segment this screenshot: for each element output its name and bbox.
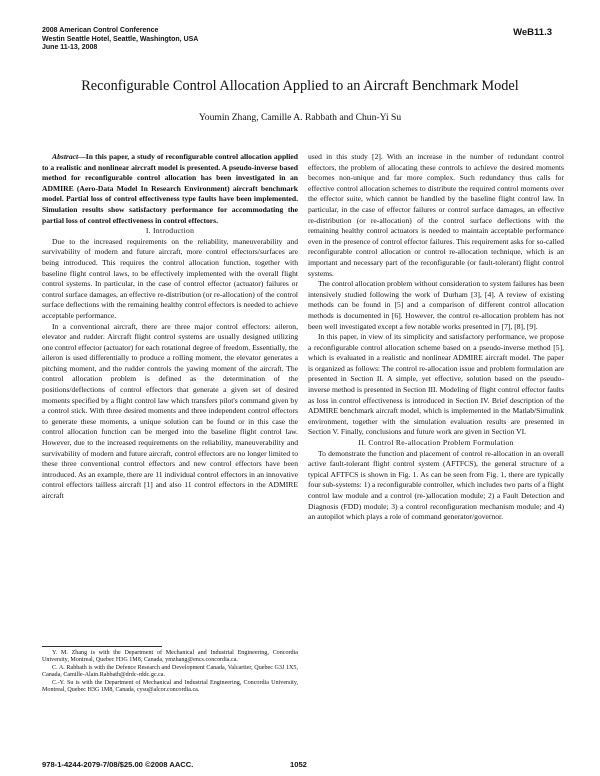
abstract [42,152,298,226]
conference-info [42,27,198,53]
conference-line: Westin Seattle Hotel, Seattle, Washington, USA [42,35,199,43]
paragraph: To demonstrate the function and placement of control re-allocation in an overall active fault-tolerant flight control system (AFTFCS), the general structure of a typical AFTFCS is shown in Fig. 1. As can be seen from Fig. 1, there are typically four sub-systems: 1) a reconfigurable controller, which includes two parts of a flight control law module and a control (re-)allocation module; 2) a Fault Detection and Diagnosis (FDD) module; 3) a control reconfiguration mechanism module; and 4) an autopilot which plays a role of command generator/governor. [308,448,564,522]
footnotes [42,650,298,694]
paragraph: In this paper, in view of its simplicity and satisfactory performance, we propose a reconfigurable control allocation scheme based on a pseudo-inverse method [5], which is evaluated in a realistic and nonlinear ADMIRE aircraft model. The paper is organized as follows: The control re-allocation issue and problem formulation are presented in Section II. A simple, yet effective, solution based on the pseudo-inverse method is presented in Section III. Modeling of flight control effector faults as loss in control effectiveness is introduced in Section IV. Brief description of the ADMIRE benchmark aircraft model, which is implemented in the Matlab/Simulink environment, together with the simulation evaluation results are presented in Section V. Finally, conclusions and future work are given in Section VI. [308,332,564,437]
footnote-rule [42,646,162,647]
page-number: 1052 [290,760,307,769]
conference-line: June 11-13, 2008 [42,44,98,52]
left-column [42,152,298,502]
paragraph: The control allocation problem without consideration to system failures has been intensively studied following the work of Durham [3], [4]. A review of existing methods can be found in [5] and a comparison of different control allocation methods is documented in [6]. However, the control re-allocation problem has not been well investigated except a few notable works presented in [7], [8], [9]. [308,279,564,331]
abstract-label: Abstract [52,152,79,161]
footnote: C. A. Rabbath is with the Defence Research and Development Canada, Valcartier, Quebec G3J 1X5, Canada, Camille-Alain.Rabbath@drdc-rddc.gc.ca. [42,664,298,679]
isbn: 978-1-4244-2079-7/08/$25.00 ©2008 AACC. [42,760,194,769]
paragraph-continuation: used in this study [2]. With an increase in the number of redundant control effectors, the problem of allocating these controls to achieve the desired moments becomes non-unique and far more complex. Such redundancy thus calls for effective control allocation schemes to distribute the required control moments over the effector suite, which cannot be handled by the baseline flight control law. In particular, in the case of effector failures or control surface damages, an effective re-distribution (or re-allocation) of the control surface deflections with the remaining healthy control actuators is needed to maintain acceptable performance even in the presence of control effector failures. This requirement asks for so-called reconfigurable control allocation or control re-allocation technique, which is an important and necessary part of the reconfigurable (or fault-tolerant) flight control systems. [308,152,564,278]
right-column [308,152,564,523]
footnote: C.-Y. Su is with the Department of Mechanical and Industrial Engineering, Concordia University, Montreal, Quebec H3G 1M8, Canada, cysu@alcor.concordia.ca. [42,679,298,694]
paragraph: Due to the increased requirements on the reliability, maneuverability and survivability of modern and future aircraft, more control effectors/surfaces are being introduced. This requires the control allocation function, together with baseline flight control laws, to be effectively implemented with the overall flight control systems. In particular, in the case of control effector (actuator) failures or control surface damages, an effective re-distribution (or re-allocation) of the control surface deflections with the remaining healthy control effectors is needed to achieve acceptable performance. [42,236,298,320]
paragraph: In a conventional aircraft, there are three major control effectors: aileron, elevator and rudder. Aircraft flight control systems are usually designed utilizing one control effector (actuator) for each rotational degree of freedom. Essentially, the aileron is used differentially to produce a rolling moment, the elevator generates a pitching moment, and the rudder controls the yawing moment of the aircraft. The control allocation problem is defined as the determination of the positions/deflections of control effectors that generate a given set of desired moments specified by a flight control law which transfers pilot's command given by a control stick. With three desired moments and three independent control effectors to generate these moments, a unique solution can be found or in this case the control allocation function can be merged into the baseline flight control law. However, due to the increased requirements on the reliability, maneuverability and survivability of modern and future aircraft, control effectors are no longer limited to these three conventional control effectors and new control effectors have been introduced. As an example, there are 11 individual control effectors in an innovative control effectors tailless aircraft [1] and also 11 control effectors in the ADMIRE aircraft [42,321,298,500]
abstract-text: —In this paper, a study of reconfigurable control allocation applied to a realistic and nonlinear aircraft model is presented. A pseudo-inverse based method for reconfigurable control allocation has been investigated in an ADMIRE (Aero-Data Model In Research Environment) aircraft benchmark model. Partial loss of control effectiveness type faults have been implemented. Simulation results show satisfactory performance for accommodating the partial loss of control effectiveness in control effectors. [42,152,298,225]
section-heading: I. Introduction [145,226,195,236]
footnote: Y. M. Zhang is with the Department of Mechanical and Industrial Engineering, Concordia University, Montreal, Quebec H3G 1M8, Canada, ymzhang@encs.concordia.ca. [42,650,298,664]
paper-title: Reconfigurable Control Allocation Applied to an Aircraft Benchmark Model [81,78,519,94]
paper-authors: Youmin Zhang, Camille A. Rabbath and Chun-Yi Su [198,112,402,123]
conference-line: 2008 American Control Conference [42,27,159,34]
paper-code: WeB11.3 [513,27,552,38]
section-heading: II. Control Re-allocation Problem Formulation [358,438,514,448]
